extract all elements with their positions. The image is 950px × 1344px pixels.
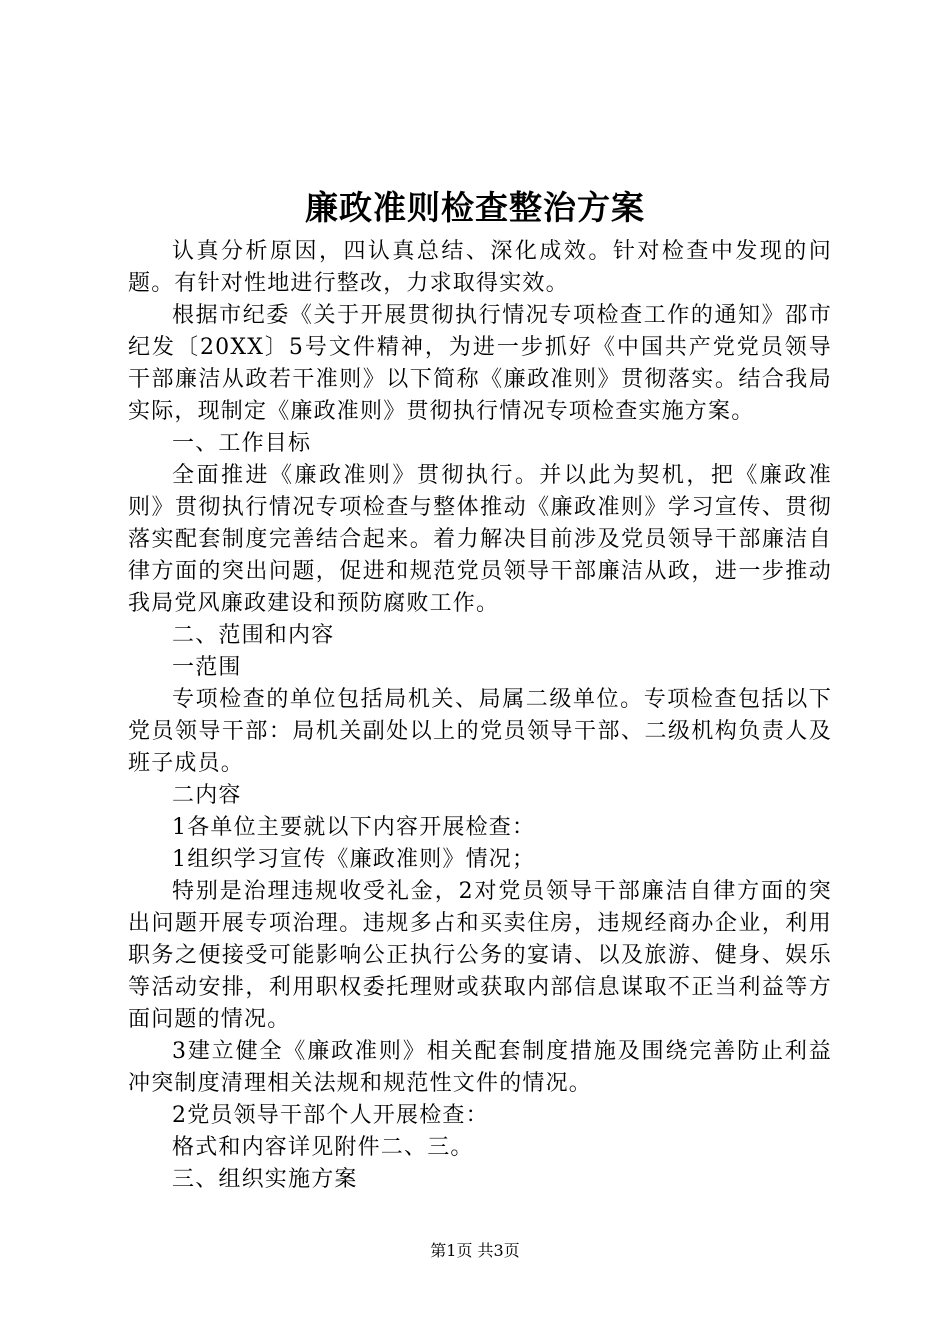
paragraph-special-governance: 特别是治理违规收受礼金，2对党员领导干部廉洁自律方面的突出问题开展专项治理。违规多占和买卖住房，违规经商办企业，利用职务之便接受可能影响公正执行公务的宴请、以及旅游、健身、娱乐等活动安排，利用职权委托理财或获取内部信息谋取不正当利益等方面问题的情况。 <box>128 879 832 1032</box>
paragraph-format-annex: 格式和内容详见附件二、三。 <box>172 1135 474 1160</box>
heading-work-goal: 一、工作目标 <box>172 431 312 456</box>
page-number-footer: 第1页 共3页 <box>430 1241 520 1260</box>
item-unit-check: 1各单位主要就以下内容开展检查： <box>172 815 536 840</box>
paragraph-analysis: 认真分析原因，四认真总结、深化成效。针对检查中发现的问题。有针对性地进行整改，力求取得实效。 <box>128 239 832 296</box>
item-personal-check: 2党员领导干部个人开展检查： <box>172 1103 489 1128</box>
document-title: 廉政准则检查整治方案 <box>305 188 645 227</box>
paragraph-work-goal: 全面推进《廉政准则》贯彻执行。并以此为契机，把《廉政准则》贯彻执行情况专项检查与整体推动《廉政准则》学习宣传、贯彻落实配套制度完善结合起来。着力解决目前涉及党员领导干部廉洁自律方面的突出问题，促进和规范党员领导干部廉洁从政，进一步推动我局党风廉政建设和预防腐败工作。 <box>128 463 832 616</box>
paragraph-scope: 专项检查的单位包括局机关、局属二级单位。专项检查包括以下党员领导干部：局机关副处以上的党员领导干部、二级机构负责人及班子成员。 <box>128 687 832 776</box>
document-body <box>128 236 832 1196</box>
paragraph-supporting-rules: 3建立健全《廉政准则》相关配套制度措施及围绕完善防止利益冲突制度清理相关法规和规范性文件的情况。 <box>128 1039 832 1096</box>
paragraph-basis: 根据市纪委《关于开展贯彻执行情况专项检查工作的通知》邵市纪发〔20XX〕5号文件精神，为进一步抓好《中国共产党党员领导干部廉洁从政若干准则》以下简称《廉政准则》贯彻落实。结合我局实际，现制定《廉政准则》贯彻执行情况专项检查实施方案。 <box>128 303 832 424</box>
heading-scope: 一范围 <box>172 655 242 680</box>
heading-scope-content: 二、范围和内容 <box>172 623 335 648</box>
item-study-publicity: 1组织学习宣传《廉政准则》情况； <box>172 847 536 872</box>
heading-content: 二内容 <box>172 783 242 808</box>
heading-implementation: 三、组织实施方案 <box>172 1167 358 1192</box>
